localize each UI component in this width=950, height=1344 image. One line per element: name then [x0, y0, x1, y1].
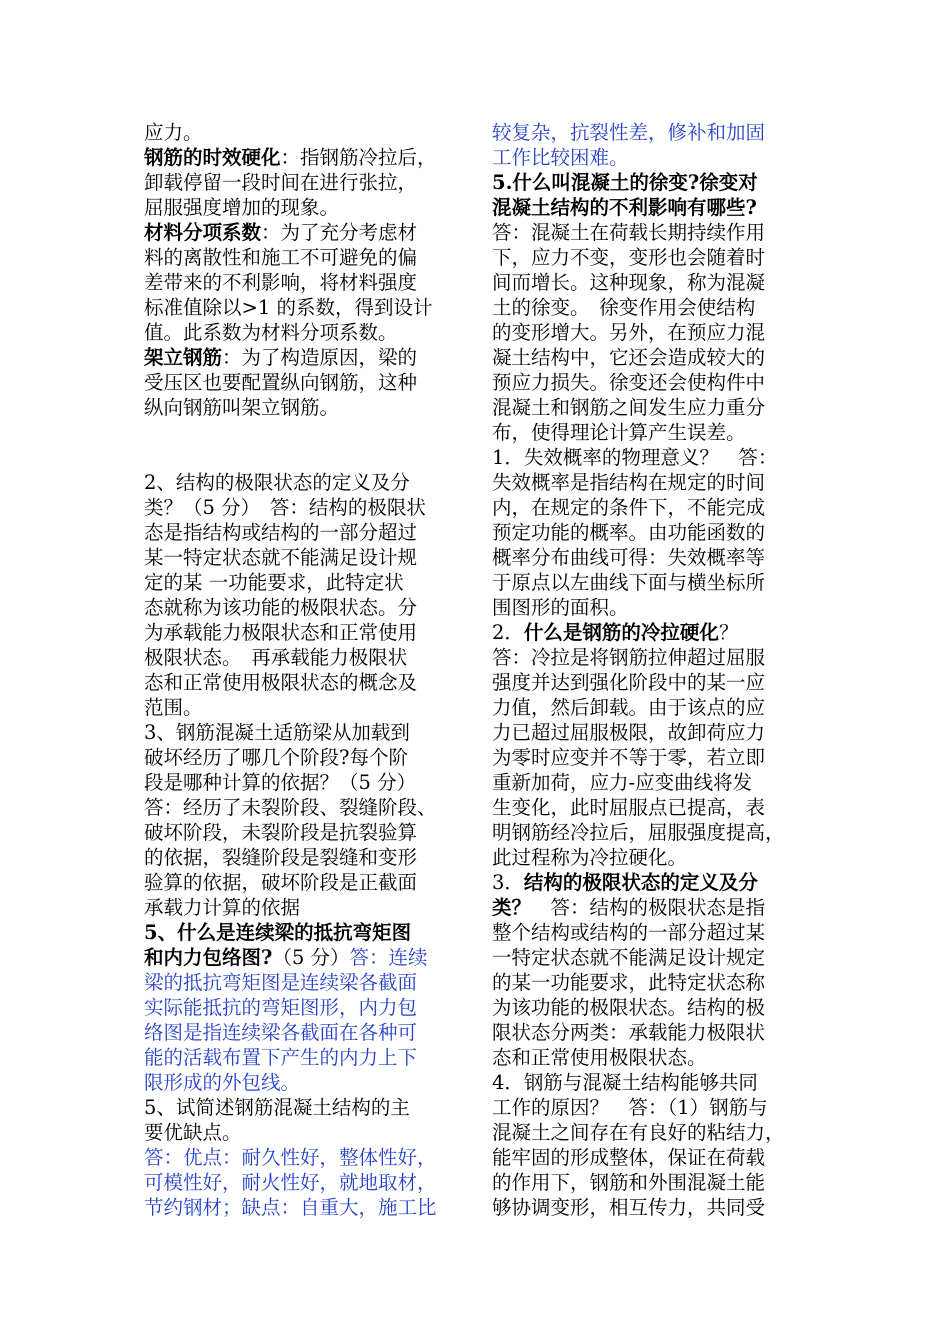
text-line: 于原点以左曲线下面与横坐标所 — [492, 571, 766, 594]
text-line — [492, 620, 820, 645]
text-line: 4．钢筋与混凝土结构能够共同 — [492, 1071, 758, 1094]
text-line: 类？（5 分） 答：结构的极限状 — [144, 496, 426, 519]
text-line: 重新加荷，应力-应变曲线将发 — [492, 771, 753, 794]
question-number: 2． — [492, 621, 524, 644]
text-line: 纵向钢筋叫架立钢筋。 — [144, 396, 340, 419]
text-line: 极限状态。 再承载能力极限状 — [144, 646, 408, 669]
text-line: 范围。 — [144, 696, 203, 719]
text-line: 标准值除以>1 的系数，得到设计 — [144, 296, 433, 319]
text-line: ：指钢筋冷拉后， — [280, 146, 437, 169]
text-line: 1．失效概率的物理意义？ 答： — [492, 446, 778, 469]
text-line: 够协调变形，相互传力，共同受 — [492, 1196, 766, 1219]
text-line: 为该功能的极限状态。结构的极 — [492, 996, 766, 1019]
answer-text: 限形成的外包线。 — [144, 1071, 301, 1094]
text-line: 力值，然后卸载。由于该点的应 — [492, 696, 766, 719]
text-line: 值。此系数为材料分项系数。 — [144, 321, 398, 344]
text-line: 答：冷拉是将钢筋拉伸超过屈服 — [492, 646, 766, 669]
question-number: 3． — [492, 871, 524, 894]
text-line: 凝土结构中，它还会造成较大的 — [492, 346, 766, 369]
text-line: 差带来的不利影响，将材料强度 — [144, 271, 418, 294]
text-line: 布，使得理论计算产生误差。 — [492, 421, 746, 444]
text-line: 为承载能力极限状态和正常使用 — [144, 621, 418, 644]
text-line: 预定功能的概率。由功能函数的 — [492, 521, 766, 544]
text-line — [492, 895, 820, 920]
text-line: 定的某 一功能要求，此特定状 — [144, 571, 404, 594]
answer-text: 答：优点：耐久性好，整体性好， — [144, 1146, 437, 1169]
text-line — [144, 145, 462, 170]
text-line: 整个结构或结构的一部分超过某 — [492, 921, 766, 944]
answer-text: 实际能抵抗的弯矩图形，内力包 — [144, 996, 418, 1019]
text-line: 限状态分两类：承载能力极限状 — [492, 1021, 766, 1044]
text-line: 土的徐变。 徐变作用会使结构 — [492, 296, 756, 319]
text-line: 破坏经历了哪几个阶段?每个阶 — [144, 746, 408, 769]
answer-text: 工作比较困难。 — [492, 146, 629, 169]
text-line: 的作用下，钢筋和外围混凝土能 — [492, 1171, 766, 1194]
text-line: 间而增长。这种现象，称为混凝 — [492, 271, 766, 294]
text-line: 失效概率是指结构在规定的时间 — [492, 471, 766, 494]
text-line: 态是指结构或结构的一部分超过 — [144, 521, 418, 544]
text-line — [492, 870, 820, 895]
answer-text: 答：连续 — [349, 946, 428, 969]
text-line: 2、结构的极限状态的定义及分 — [144, 471, 410, 494]
text-line: 围图形的面积。 — [492, 596, 629, 619]
text-line: 答：混凝土在荷载长期持续作用 — [492, 221, 766, 244]
text-line: 内，在规定的条件下，不能完成 — [492, 496, 766, 519]
text-line — [144, 945, 462, 970]
text-line: 段是哪种计算的依据？（5 分） — [144, 771, 417, 794]
text-line: 此过程称为冷拉硬化。 — [492, 846, 688, 869]
question-heading: 类？ — [492, 896, 532, 919]
answer-text: 络图是指连续梁各截面在各种可 — [144, 1021, 418, 1044]
question-heading: 结构的极限状态的定义及分 — [523, 871, 758, 894]
text-line: 混凝土之间存在有良好的粘结力， — [492, 1121, 785, 1144]
question-heading: 混凝土结构的不利影响有哪些? — [492, 196, 757, 219]
text-line: ：为了构造原因，梁的 — [222, 346, 418, 369]
score-note: （5 分） — [272, 946, 350, 969]
text-line: 下，应力不变，变形也会随着时 — [492, 246, 766, 269]
term-heading: 钢筋的时效硬化 — [144, 146, 281, 169]
text-line: 料的离散性和施工不可避免的偏 — [144, 246, 418, 269]
text-line: 的某一功能要求，此特定状态称 — [492, 971, 766, 994]
text-line: 概率分布曲线可得：失效概率等 — [492, 546, 766, 569]
answer-text: 节约钢材；缺点：自重大，施工比 — [144, 1196, 437, 1219]
text-line: 工作的原因？ 答：（1）钢筋与 — [492, 1096, 768, 1119]
text-line: 为零时应变并不等于零，若立即 — [492, 746, 766, 769]
text-line: 混凝土和钢筋之间发生应力重分 — [492, 396, 766, 419]
paragraph-gap — [144, 420, 462, 470]
text-line — [144, 345, 462, 370]
text-line: 应力。 — [144, 121, 203, 144]
text-line — [144, 220, 462, 245]
left-column — [144, 120, 462, 1220]
text-line: 强度并达到强化阶段中的某一应 — [492, 671, 766, 694]
text-line: 5、试简述钢筋混凝土结构的主 — [144, 1096, 410, 1119]
answer-text: 较复杂，抗裂性差，修补和加固 — [492, 121, 766, 144]
text-line: 要优缺点。 — [144, 1121, 242, 1144]
text-line: 屈服强度增加的现象。 — [144, 196, 340, 219]
text-line: 力已超过屈服极限，故卸荷应力 — [492, 721, 766, 744]
text-line: 一特定状态就不能满足设计规定 — [492, 946, 766, 969]
text-line: 验算的依据，破坏阶段是正截面 — [144, 871, 418, 894]
text-line: 的变形增大。另外，在预应力混 — [492, 321, 766, 344]
answer-text: 能的活载布置下产生的内力上下 — [144, 1046, 418, 1069]
text-line: 答：结构的极限状态是指 — [531, 896, 766, 919]
right-column — [492, 120, 820, 1220]
text-line: 生变化，此时屈服点已提高，表 — [492, 796, 766, 819]
text-line: ？ — [718, 621, 739, 644]
text-line: 答：经历了未裂阶段、裂缝阶段、 — [144, 796, 437, 819]
text-line: 卸载停留一段时间在进行张拉， — [144, 171, 418, 194]
question-heading: 和内力包络图? — [144, 946, 273, 969]
text-line: 的依据，裂缝阶段是裂缝和变形 — [144, 846, 418, 869]
answer-text: 可模性好，耐火性好，就地取材， — [144, 1171, 437, 1194]
text-line: ：为了充分考虑材 — [261, 221, 418, 244]
answer-text: 梁的抵抗弯矩图是连续梁各截面 — [144, 971, 418, 994]
text-line: 3、钢筋混凝土适筋梁从加载到 — [144, 721, 410, 744]
text-line: 态就称为该功能的极限状态。分 — [144, 596, 418, 619]
text-line: 明钢筋经冷拉后，屈服强度提高， — [492, 821, 785, 844]
text-line: 某一特定状态就不能满足设计规 — [144, 546, 418, 569]
text-line: 态和正常使用极限状态的概念及 — [144, 671, 418, 694]
term-heading: 材料分项系数 — [144, 221, 262, 244]
text-line: 破坏阶段，未裂阶段是抗裂验算 — [144, 821, 418, 844]
question-heading: 什么是钢筋的冷拉硬化 — [523, 621, 719, 644]
text-line: 受压区也要配置纵向钢筋，这种 — [144, 371, 418, 394]
text-line: 态和正常使用极限状态。 — [492, 1046, 707, 1069]
text-line: 承载力计算的依据 — [144, 896, 301, 919]
question-heading: 5、什么是连续梁的抵抗弯矩图 — [144, 921, 412, 944]
question-heading: 5.什么叫混凝土的徐变?徐变对 — [492, 171, 758, 194]
term-heading: 架立钢筋 — [144, 346, 223, 369]
text-line: 预应力损失。徐变还会使构件中 — [492, 371, 766, 394]
text-line: 能牢固的形成整体，保证在荷载 — [492, 1146, 766, 1169]
